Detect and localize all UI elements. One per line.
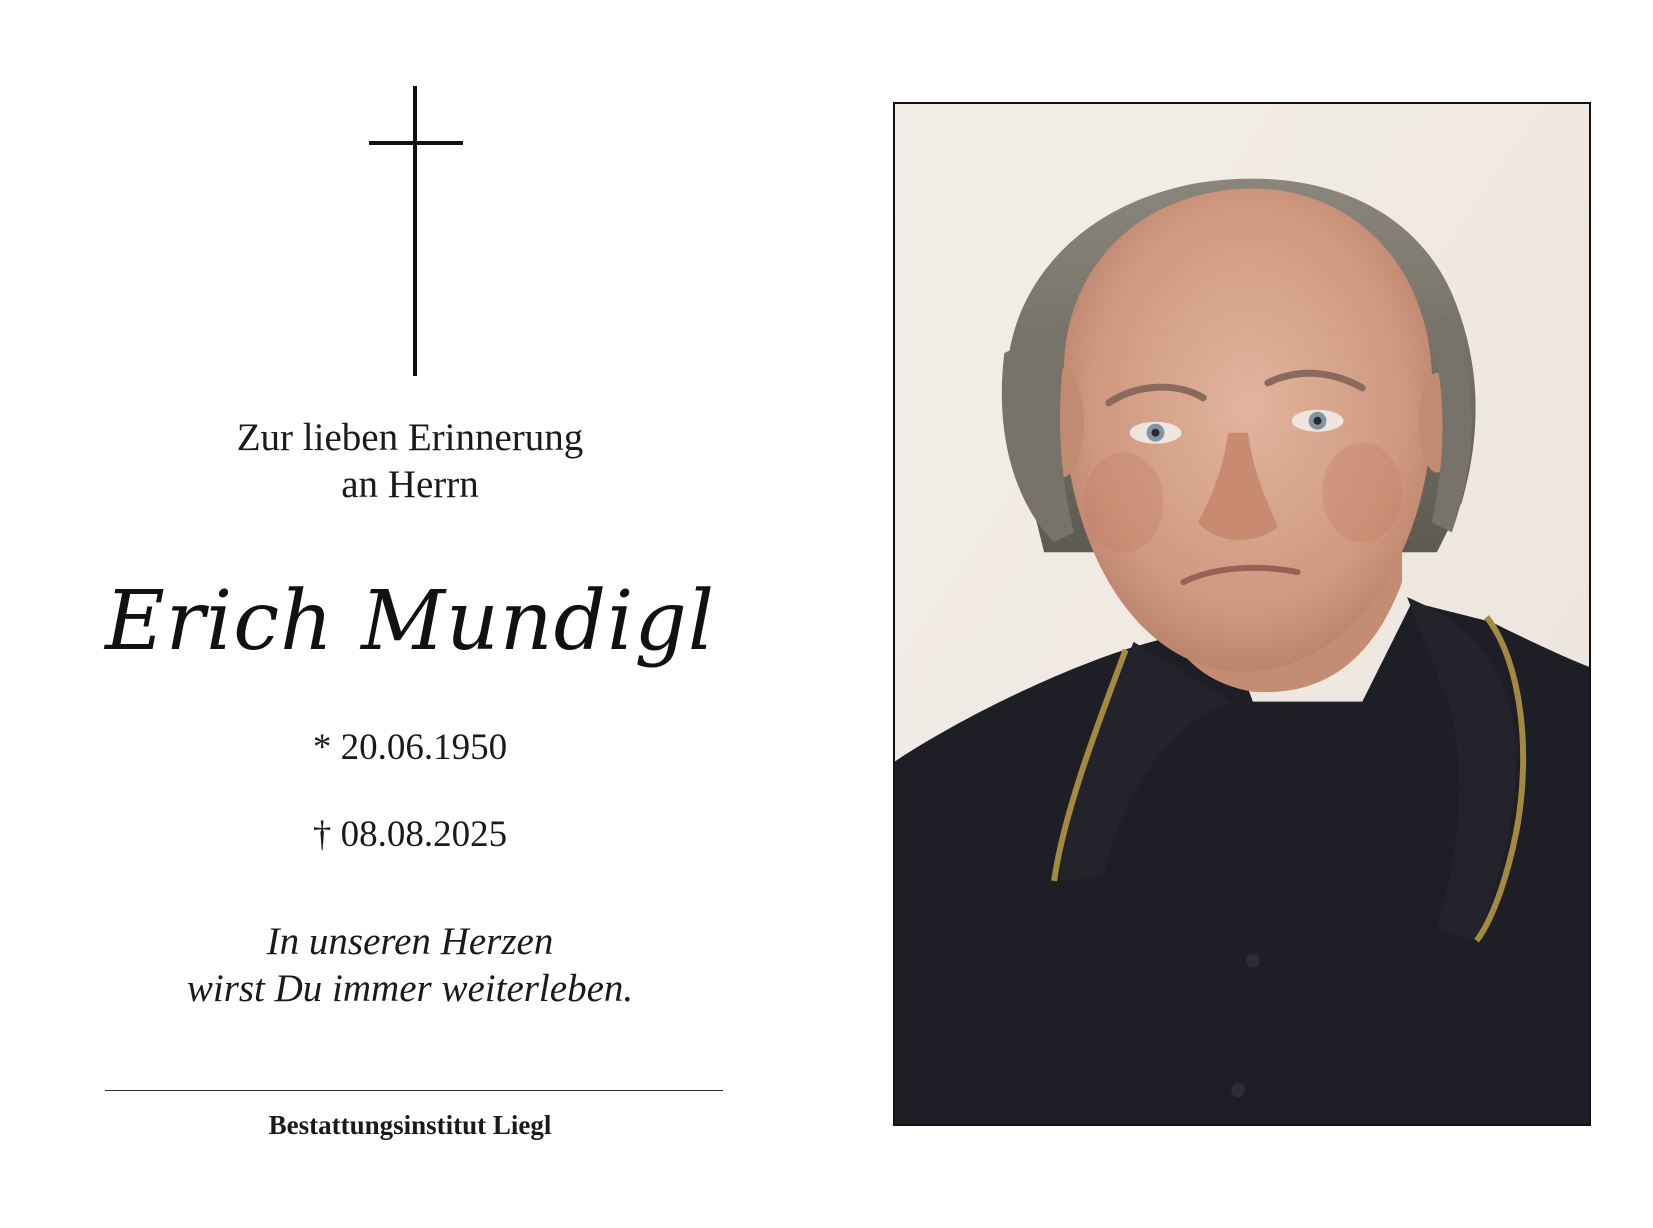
birth-date: * 20.06.1950 xyxy=(312,727,508,768)
motto-line-2: wirst Du immer weiterleben. xyxy=(186,967,634,1010)
cross-horizontal-bar xyxy=(369,141,463,145)
intro-text xyxy=(100,414,720,508)
undertaker-name: Bestattungsinstitut Liegl xyxy=(268,1110,552,1140)
cross-vertical-bar xyxy=(413,86,417,376)
motto-line-1: In unseren Herzen xyxy=(266,920,554,963)
latin-cross-icon xyxy=(369,86,463,376)
death-date: † 08.08.2025 xyxy=(312,814,508,855)
memorial-motto xyxy=(100,918,720,1012)
intro-line-2: an Herrn xyxy=(341,463,479,506)
portrait-photo xyxy=(893,102,1591,1126)
divider-line xyxy=(105,1090,723,1091)
portrait-illustration xyxy=(895,104,1589,1124)
intro-line-1: Zur lieben Erinnerung xyxy=(236,416,584,459)
deceased-name: Erich Mundigl xyxy=(104,574,716,669)
